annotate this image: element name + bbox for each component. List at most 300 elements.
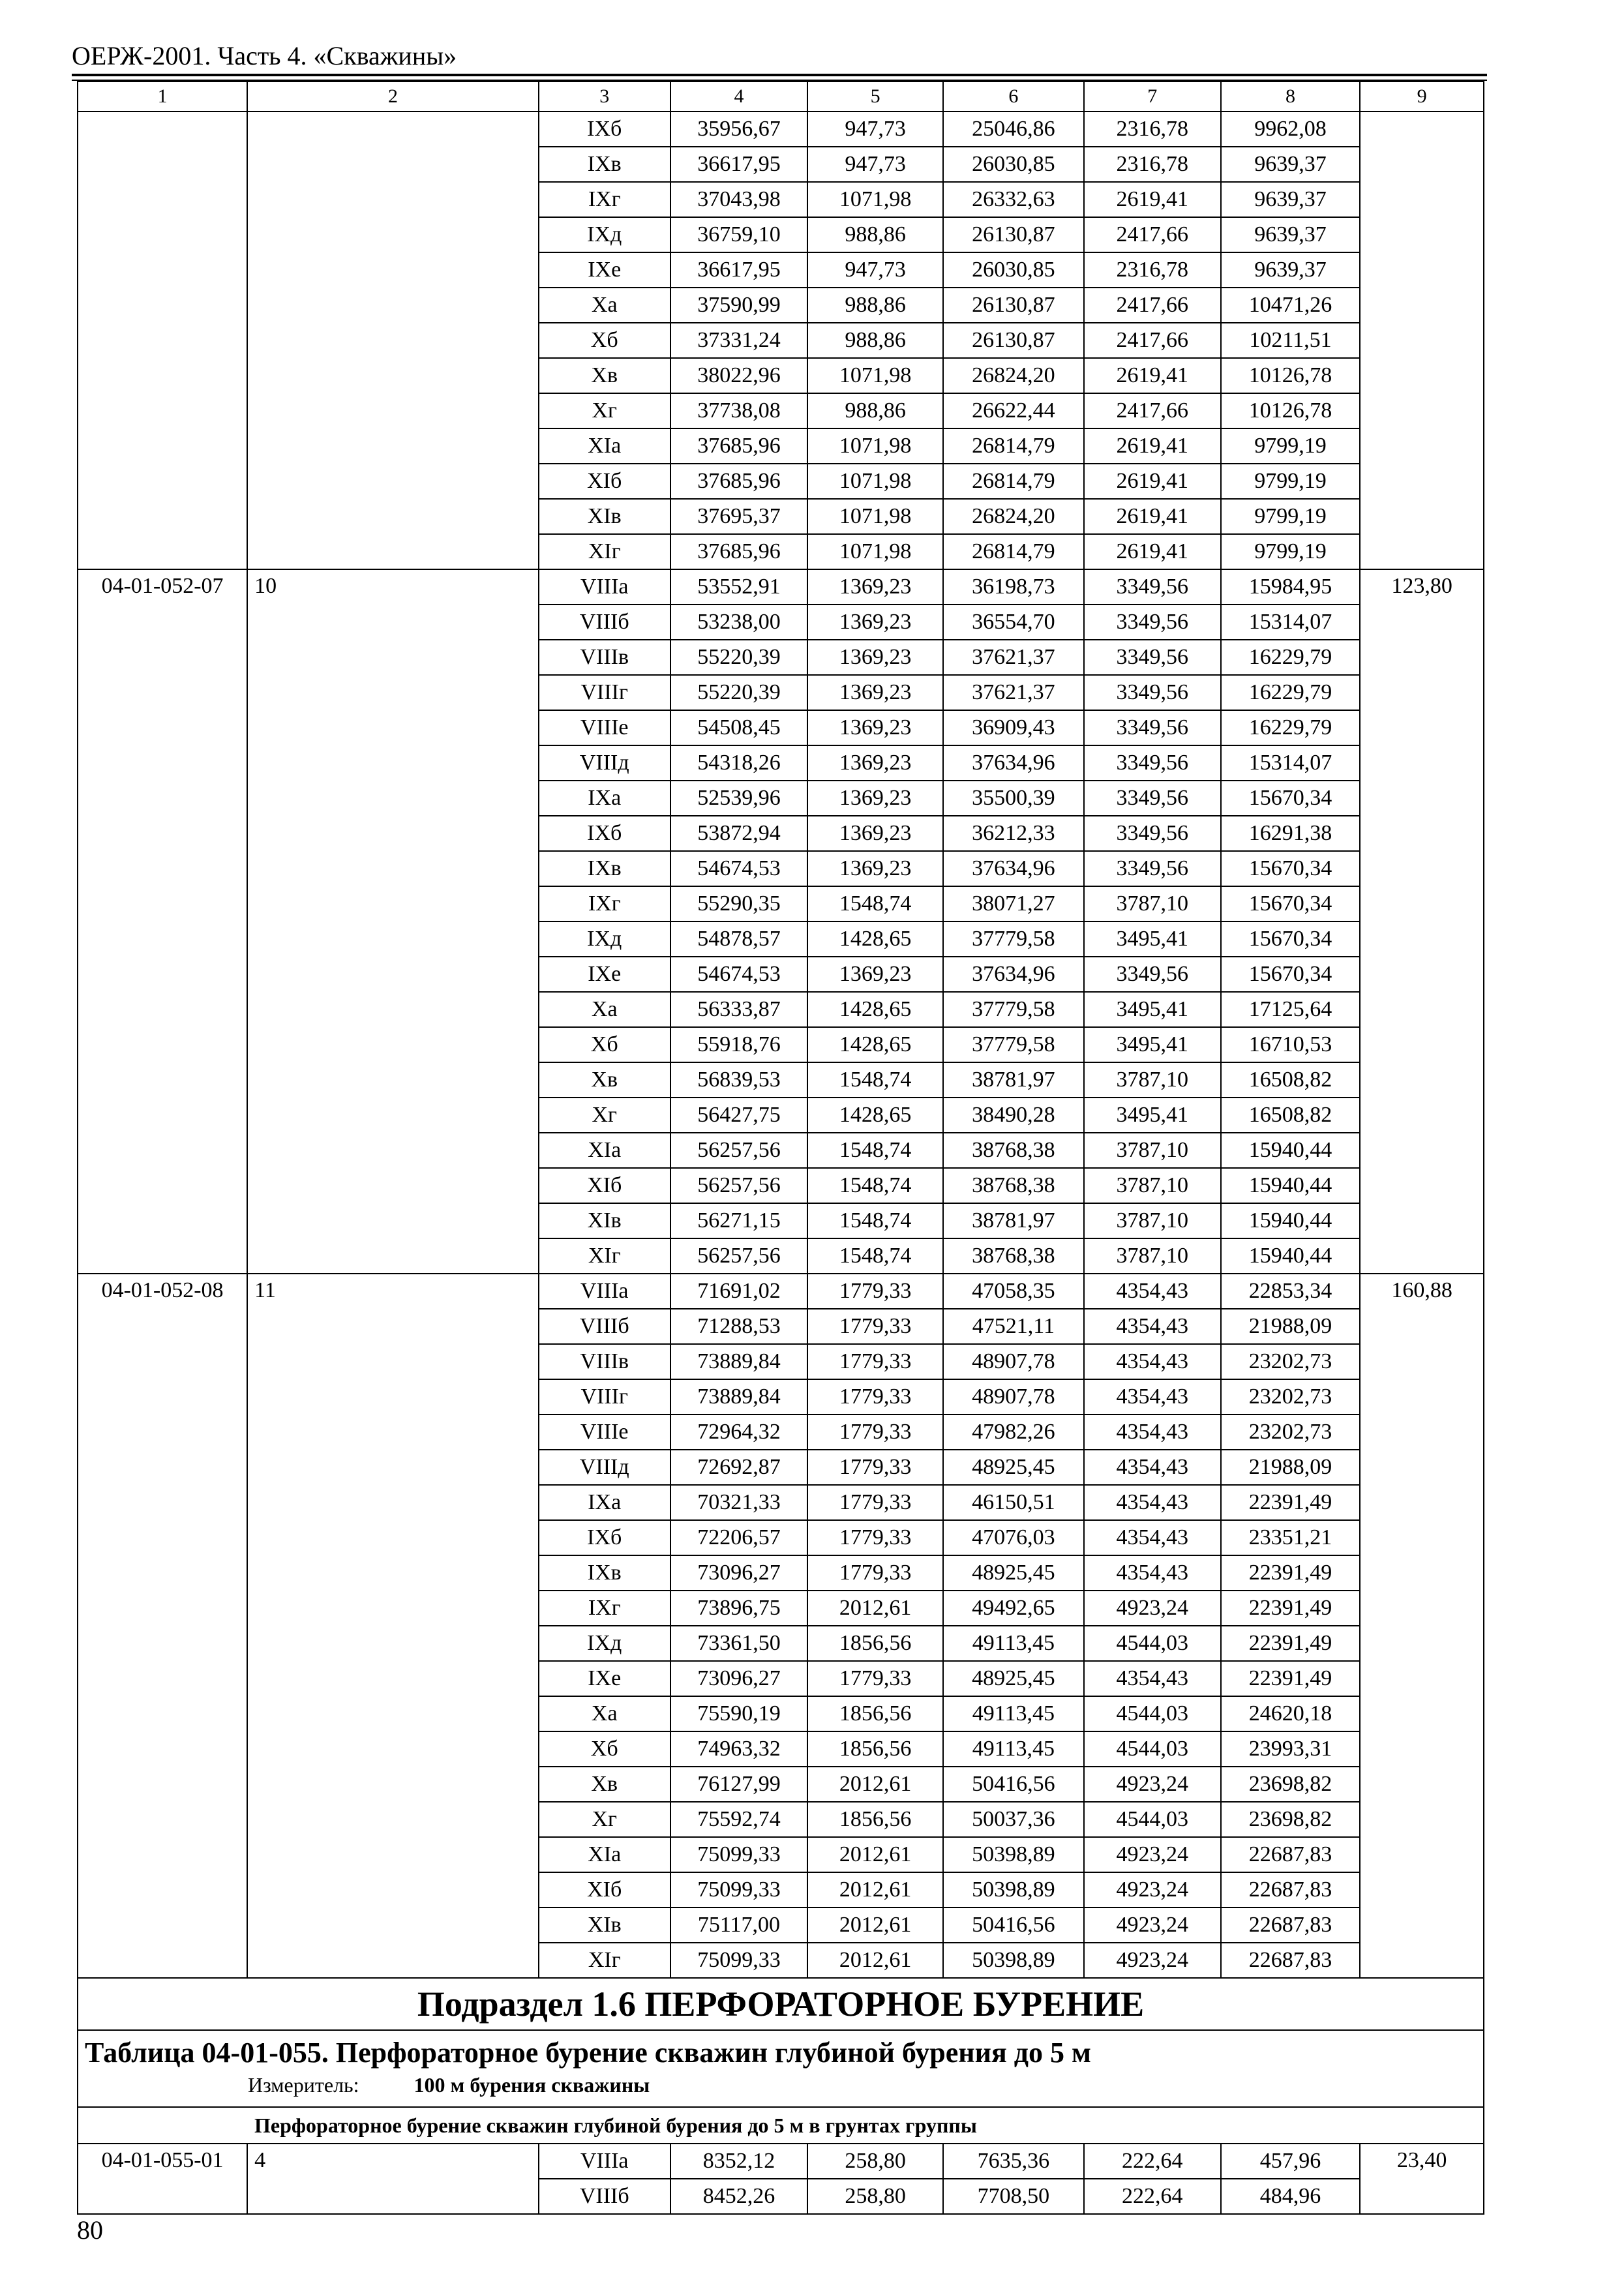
value-cell: 23202,73 bbox=[1221, 1414, 1361, 1450]
value-cell: 4923,24 bbox=[1084, 1908, 1221, 1943]
item-code bbox=[78, 112, 247, 569]
value-cell: 1369,23 bbox=[807, 745, 943, 781]
value-cell: 1548,74 bbox=[807, 886, 943, 921]
value-cell: 36198,73 bbox=[943, 569, 1084, 605]
value-cell: 38781,97 bbox=[943, 1062, 1084, 1098]
value-cell: 47076,03 bbox=[943, 1520, 1084, 1555]
value-cell: 16291,38 bbox=[1221, 816, 1361, 851]
value-cell: 1369,23 bbox=[807, 710, 943, 745]
column-number: 5 bbox=[807, 82, 943, 112]
value-cell: 37621,37 bbox=[943, 640, 1084, 675]
value-cell: 17125,64 bbox=[1221, 992, 1361, 1027]
value-cell: 2012,61 bbox=[807, 1943, 943, 1978]
value-cell: 4923,24 bbox=[1084, 1872, 1221, 1908]
value-cell: 22687,83 bbox=[1221, 1872, 1361, 1908]
value-cell: 35500,39 bbox=[943, 781, 1084, 816]
value-cell: 9639,37 bbox=[1221, 217, 1361, 252]
value-cell: 988,86 bbox=[807, 393, 943, 428]
value-cell: 26030,85 bbox=[943, 252, 1084, 288]
soil-group-cell: Xг bbox=[539, 1098, 670, 1133]
value-cell: 9799,19 bbox=[1221, 464, 1361, 499]
description-row bbox=[78, 2107, 1484, 2144]
value-cell: 48907,78 bbox=[943, 1344, 1084, 1379]
value-cell: 36617,95 bbox=[670, 147, 808, 182]
value-cell: 53238,00 bbox=[670, 605, 808, 640]
value-cell: 37738,08 bbox=[670, 393, 808, 428]
soil-group-cell: VIIIе bbox=[539, 1414, 670, 1450]
value-cell: 1369,23 bbox=[807, 816, 943, 851]
value-cell: 1071,98 bbox=[807, 534, 943, 569]
value-cell: 37779,58 bbox=[943, 1027, 1084, 1062]
value-cell: 15940,44 bbox=[1221, 1133, 1361, 1168]
value-cell: 3787,10 bbox=[1084, 1133, 1221, 1168]
meter-value: 100 м бурения скважины bbox=[414, 2073, 650, 2097]
soil-group-cell: IXб bbox=[539, 112, 670, 147]
value-cell: 37331,24 bbox=[670, 323, 808, 358]
value-cell: 1369,23 bbox=[807, 851, 943, 886]
value-cell: 1548,74 bbox=[807, 1133, 943, 1168]
value-cell: 49113,45 bbox=[943, 1696, 1084, 1731]
soil-group-cell: IXб bbox=[539, 1520, 670, 1555]
soil-group-cell: IXг bbox=[539, 182, 670, 217]
soil-group-cell: VIIIе bbox=[539, 710, 670, 745]
value-cell: 50416,56 bbox=[943, 1767, 1084, 1802]
value-cell: 1428,65 bbox=[807, 1098, 943, 1133]
value-cell: 73361,50 bbox=[670, 1626, 808, 1661]
value-cell: 947,73 bbox=[807, 112, 943, 147]
value-cell: 22853,34 bbox=[1221, 1274, 1361, 1309]
value-cell: 16229,79 bbox=[1221, 640, 1361, 675]
value-cell: 54674,53 bbox=[670, 851, 808, 886]
value-cell: 4923,24 bbox=[1084, 1837, 1221, 1872]
value-cell: 16229,79 bbox=[1221, 675, 1361, 710]
value-cell: 15940,44 bbox=[1221, 1203, 1361, 1238]
value-cell: 37685,96 bbox=[670, 534, 808, 569]
value-cell: 55918,76 bbox=[670, 1027, 808, 1062]
value-cell: 3787,10 bbox=[1084, 886, 1221, 921]
soil-group-cell: Xв bbox=[539, 1062, 670, 1098]
soil-group-cell: XIб bbox=[539, 464, 670, 499]
table-title-cell bbox=[78, 2030, 1484, 2107]
value-cell: 4354,43 bbox=[1084, 1555, 1221, 1591]
value-cell: 73896,75 bbox=[670, 1591, 808, 1626]
value-cell: 2012,61 bbox=[807, 1767, 943, 1802]
value-cell: 56427,75 bbox=[670, 1098, 808, 1133]
value-cell: 4923,24 bbox=[1084, 1767, 1221, 1802]
value-cell: 50037,36 bbox=[943, 1802, 1084, 1837]
soil-group-cell: VIIIб bbox=[539, 605, 670, 640]
value-cell: 23993,31 bbox=[1221, 1731, 1361, 1767]
value-cell: 73096,27 bbox=[670, 1555, 808, 1591]
value-cell: 55220,39 bbox=[670, 675, 808, 710]
value-cell: 4544,03 bbox=[1084, 1696, 1221, 1731]
value-cell: 9639,37 bbox=[1221, 252, 1361, 288]
value-cell: 1856,56 bbox=[807, 1731, 943, 1767]
value-cell: 4354,43 bbox=[1084, 1450, 1221, 1485]
value-cell: 3349,56 bbox=[1084, 851, 1221, 886]
item-code: 04-01-052-08 bbox=[78, 1274, 247, 1978]
section-title: Подраздел 1.6 ПЕРФОРАТОРНОЕ БУРЕНИЕ bbox=[78, 1978, 1484, 2030]
value-cell: 22391,49 bbox=[1221, 1485, 1361, 1520]
soil-group-cell: Xб bbox=[539, 1731, 670, 1767]
soil-group-cell: IXд bbox=[539, 217, 670, 252]
soil-group-cell: VIIIд bbox=[539, 745, 670, 781]
soil-group-cell: VIIIа bbox=[539, 1274, 670, 1309]
value-cell: 26814,79 bbox=[943, 464, 1084, 499]
value-cell: 36617,95 bbox=[670, 252, 808, 288]
soil-group-cell: VIIIа bbox=[539, 569, 670, 605]
soil-group-cell: IXб bbox=[539, 816, 670, 851]
value-cell: 38768,38 bbox=[943, 1238, 1084, 1274]
value-cell: 1428,65 bbox=[807, 921, 943, 957]
value-cell: 47058,35 bbox=[943, 1274, 1084, 1309]
value-cell: 1779,33 bbox=[807, 1414, 943, 1450]
value-cell: 56839,53 bbox=[670, 1062, 808, 1098]
soil-group-cell: VIIIв bbox=[539, 640, 670, 675]
value-cell: 947,73 bbox=[807, 252, 943, 288]
value-cell: 22391,49 bbox=[1221, 1626, 1361, 1661]
value-cell: 10471,26 bbox=[1221, 288, 1361, 323]
value-cell: 50416,56 bbox=[943, 1908, 1084, 1943]
soil-group-cell: XIг bbox=[539, 534, 670, 569]
value-cell: 9799,19 bbox=[1221, 499, 1361, 534]
value-cell: 73889,84 bbox=[670, 1379, 808, 1414]
value-cell: 4354,43 bbox=[1084, 1379, 1221, 1414]
value-cell: 1071,98 bbox=[807, 182, 943, 217]
soil-group-cell: VIIIг bbox=[539, 1379, 670, 1414]
value-cell: 16229,79 bbox=[1221, 710, 1361, 745]
soil-group-cell: Xв bbox=[539, 358, 670, 393]
soil-group-cell: Xг bbox=[539, 393, 670, 428]
value-cell: 3349,56 bbox=[1084, 957, 1221, 992]
value-cell: 3349,56 bbox=[1084, 816, 1221, 851]
value-cell: 37685,96 bbox=[670, 428, 808, 464]
value-cell: 1779,33 bbox=[807, 1485, 943, 1520]
value-cell: 1548,74 bbox=[807, 1238, 943, 1274]
value-cell: 21988,09 bbox=[1221, 1309, 1361, 1344]
value-cell: 37685,96 bbox=[670, 464, 808, 499]
value-cell: 37695,37 bbox=[670, 499, 808, 534]
value-cell: 15670,34 bbox=[1221, 886, 1361, 921]
value-cell: 38071,27 bbox=[943, 886, 1084, 921]
value-cell: 48907,78 bbox=[943, 1379, 1084, 1414]
value-cell: 7708,50 bbox=[943, 2179, 1084, 2214]
document-header-title: ОЕРЖ-2001. Часть 4. «Скважины» bbox=[72, 41, 457, 70]
value-cell: 2619,41 bbox=[1084, 534, 1221, 569]
value-cell: 53872,94 bbox=[670, 816, 808, 851]
table-title: Таблица 04-01-055. Перфораторное бурение скважин глубиной бурения до 5 м bbox=[85, 2037, 1092, 2069]
value-cell: 2417,66 bbox=[1084, 393, 1221, 428]
meter-line bbox=[85, 2070, 1483, 2100]
table-body-bottom bbox=[78, 2144, 1484, 2214]
value-cell: 3495,41 bbox=[1084, 1098, 1221, 1133]
soil-group-cell: IXа bbox=[539, 781, 670, 816]
value-cell: 37590,99 bbox=[670, 288, 808, 323]
value-cell: 37043,98 bbox=[670, 182, 808, 217]
value-cell: 2619,41 bbox=[1084, 182, 1221, 217]
table-title-row bbox=[78, 2030, 1484, 2107]
value-cell: 8452,26 bbox=[670, 2179, 808, 2214]
value-cell: 8352,12 bbox=[670, 2144, 808, 2179]
soil-group-cell: IXе bbox=[539, 1661, 670, 1696]
soil-group-cell: XIг bbox=[539, 1238, 670, 1274]
soil-group-cell: IXг bbox=[539, 886, 670, 921]
soil-group-cell: VIIIб bbox=[539, 1309, 670, 1344]
value-cell: 457,96 bbox=[1221, 2144, 1361, 2179]
value-cell: 25046,86 bbox=[943, 112, 1084, 147]
value-cell: 3495,41 bbox=[1084, 921, 1221, 957]
value-cell: 23698,82 bbox=[1221, 1767, 1361, 1802]
value-cell: 988,86 bbox=[807, 323, 943, 358]
value-cell: 26824,20 bbox=[943, 499, 1084, 534]
value-cell: 38768,38 bbox=[943, 1168, 1084, 1203]
value-cell: 15670,34 bbox=[1221, 957, 1361, 992]
column-number: 8 bbox=[1221, 82, 1361, 112]
value-cell: 49113,45 bbox=[943, 1626, 1084, 1661]
soil-group-cell: XIв bbox=[539, 1203, 670, 1238]
soil-group-cell: IXв bbox=[539, 851, 670, 886]
value-cell: 56257,56 bbox=[670, 1238, 808, 1274]
value-cell: 258,80 bbox=[807, 2179, 943, 2214]
value-cell: 3349,56 bbox=[1084, 675, 1221, 710]
value-cell: 23202,73 bbox=[1221, 1344, 1361, 1379]
table-row bbox=[78, 1274, 1484, 1309]
soil-group-cell: VIIIа bbox=[539, 2144, 670, 2179]
value-cell: 2012,61 bbox=[807, 1591, 943, 1626]
value-cell: 36554,70 bbox=[943, 605, 1084, 640]
value-cell: 258,80 bbox=[807, 2144, 943, 2179]
value-cell: 50398,89 bbox=[943, 1943, 1084, 1978]
value-cell: 1369,23 bbox=[807, 605, 943, 640]
value-cell: 15984,95 bbox=[1221, 569, 1361, 605]
value-cell: 15314,07 bbox=[1221, 605, 1361, 640]
value-cell: 3349,56 bbox=[1084, 640, 1221, 675]
item-col2 bbox=[247, 112, 539, 569]
value-cell: 15670,34 bbox=[1221, 921, 1361, 957]
value-cell: 1779,33 bbox=[807, 1450, 943, 1485]
value-cell: 23698,82 bbox=[1221, 1802, 1361, 1837]
soil-group-cell: IXа bbox=[539, 1485, 670, 1520]
item-code: 04-01-052-07 bbox=[78, 569, 247, 1274]
value-cell: 1369,23 bbox=[807, 675, 943, 710]
value-cell: 10126,78 bbox=[1221, 393, 1361, 428]
value-cell: 36909,43 bbox=[943, 710, 1084, 745]
value-cell: 75592,74 bbox=[670, 1802, 808, 1837]
value-cell: 2619,41 bbox=[1084, 428, 1221, 464]
column-number: 7 bbox=[1084, 82, 1221, 112]
soil-group-cell: Xб bbox=[539, 1027, 670, 1062]
value-cell: 71288,53 bbox=[670, 1309, 808, 1344]
value-cell: 484,96 bbox=[1221, 2179, 1361, 2214]
soil-group-cell: IXг bbox=[539, 1591, 670, 1626]
value-cell: 26030,85 bbox=[943, 147, 1084, 182]
value-cell: 49492,65 bbox=[943, 1591, 1084, 1626]
value-cell: 1071,98 bbox=[807, 358, 943, 393]
table-row bbox=[78, 2144, 1484, 2179]
column-number: 1 bbox=[78, 82, 247, 112]
value-cell: 4354,43 bbox=[1084, 1274, 1221, 1309]
value-cell: 56271,15 bbox=[670, 1203, 808, 1238]
table-row bbox=[78, 569, 1484, 605]
value-cell: 15940,44 bbox=[1221, 1168, 1361, 1203]
column-number: 4 bbox=[670, 82, 808, 112]
value-cell: 26332,63 bbox=[943, 182, 1084, 217]
value-cell: 23202,73 bbox=[1221, 1379, 1361, 1414]
soil-group-cell: Xб bbox=[539, 323, 670, 358]
value-cell: 1369,23 bbox=[807, 957, 943, 992]
value-cell: 2012,61 bbox=[807, 1908, 943, 1943]
value-cell: 53552,91 bbox=[670, 569, 808, 605]
soil-group-cell: Xг bbox=[539, 1802, 670, 1837]
soil-group-cell: IXд bbox=[539, 921, 670, 957]
value-cell: 1428,65 bbox=[807, 992, 943, 1027]
item-col2: 10 bbox=[247, 569, 539, 1274]
value-cell: 4354,43 bbox=[1084, 1309, 1221, 1344]
value-cell: 55220,39 bbox=[670, 640, 808, 675]
value-cell: 74963,32 bbox=[670, 1731, 808, 1767]
value-cell: 36212,33 bbox=[943, 816, 1084, 851]
value-cell: 26824,20 bbox=[943, 358, 1084, 393]
table-description: Перфораторное бурение скважин глубиной бурения до 5 м в грунтах группы bbox=[78, 2107, 1484, 2144]
value-cell: 1071,98 bbox=[807, 499, 943, 534]
value-cell: 22391,49 bbox=[1221, 1661, 1361, 1696]
value-cell: 16508,82 bbox=[1221, 1062, 1361, 1098]
value-cell: 1856,56 bbox=[807, 1626, 943, 1661]
value-cell: 2316,78 bbox=[1084, 252, 1221, 288]
value-cell: 9639,37 bbox=[1221, 182, 1361, 217]
value-cell: 2619,41 bbox=[1084, 358, 1221, 393]
value-cell: 37634,96 bbox=[943, 851, 1084, 886]
value-cell: 1548,74 bbox=[807, 1168, 943, 1203]
item-col9: 123,80 bbox=[1360, 569, 1484, 1274]
value-cell: 22687,83 bbox=[1221, 1908, 1361, 1943]
value-cell: 37634,96 bbox=[943, 957, 1084, 992]
value-cell: 72964,32 bbox=[670, 1414, 808, 1450]
value-cell: 48925,45 bbox=[943, 1661, 1084, 1696]
value-cell: 222,64 bbox=[1084, 2179, 1221, 2214]
value-cell: 75099,33 bbox=[670, 1837, 808, 1872]
header-rule-thick bbox=[72, 74, 1487, 76]
value-cell: 3495,41 bbox=[1084, 1027, 1221, 1062]
value-cell: 52539,96 bbox=[670, 781, 808, 816]
value-cell: 26130,87 bbox=[943, 217, 1084, 252]
soil-group-cell: VIIIг bbox=[539, 675, 670, 710]
soil-group-cell: XIа bbox=[539, 1133, 670, 1168]
value-cell: 4354,43 bbox=[1084, 1344, 1221, 1379]
value-cell: 3349,56 bbox=[1084, 569, 1221, 605]
value-cell: 1071,98 bbox=[807, 428, 943, 464]
value-cell: 15940,44 bbox=[1221, 1238, 1361, 1274]
item-col2: 11 bbox=[247, 1274, 539, 1978]
value-cell: 75099,33 bbox=[670, 1872, 808, 1908]
soil-group-cell: XIа bbox=[539, 1837, 670, 1872]
value-cell: 4923,24 bbox=[1084, 1591, 1221, 1626]
value-cell: 56333,87 bbox=[670, 992, 808, 1027]
value-cell: 26130,87 bbox=[943, 288, 1084, 323]
value-cell: 56257,56 bbox=[670, 1168, 808, 1203]
value-cell: 1428,65 bbox=[807, 1027, 943, 1062]
soil-group-cell: XIв bbox=[539, 1908, 670, 1943]
value-cell: 37634,96 bbox=[943, 745, 1084, 781]
value-cell: 49113,45 bbox=[943, 1731, 1084, 1767]
value-cell: 1779,33 bbox=[807, 1379, 943, 1414]
value-cell: 54878,57 bbox=[670, 921, 808, 957]
value-cell: 16508,82 bbox=[1221, 1098, 1361, 1133]
value-cell: 55290,35 bbox=[670, 886, 808, 921]
soil-group-cell: VIIIб bbox=[539, 2179, 670, 2214]
soil-group-cell: Xа bbox=[539, 1696, 670, 1731]
value-cell: 1548,74 bbox=[807, 1062, 943, 1098]
value-cell: 1369,23 bbox=[807, 640, 943, 675]
soil-group-cell: XIа bbox=[539, 428, 670, 464]
value-cell: 48925,45 bbox=[943, 1450, 1084, 1485]
value-cell: 3787,10 bbox=[1084, 1238, 1221, 1274]
soil-group-cell: XIб bbox=[539, 1168, 670, 1203]
value-cell: 2619,41 bbox=[1084, 464, 1221, 499]
value-cell: 1856,56 bbox=[807, 1696, 943, 1731]
soil-group-cell: VIIIд bbox=[539, 1450, 670, 1485]
soil-group-cell: IXд bbox=[539, 1626, 670, 1661]
value-cell: 3787,10 bbox=[1084, 1168, 1221, 1203]
soil-group-cell: Xа bbox=[539, 992, 670, 1027]
value-cell: 71691,02 bbox=[670, 1274, 808, 1309]
value-cell: 988,86 bbox=[807, 217, 943, 252]
soil-group-cell: IXв bbox=[539, 147, 670, 182]
value-cell: 37621,37 bbox=[943, 675, 1084, 710]
value-cell: 54508,45 bbox=[670, 710, 808, 745]
value-cell: 1369,23 bbox=[807, 569, 943, 605]
value-cell: 4354,43 bbox=[1084, 1414, 1221, 1450]
value-cell: 15314,07 bbox=[1221, 745, 1361, 781]
value-cell: 35956,67 bbox=[670, 112, 808, 147]
value-cell: 1779,33 bbox=[807, 1520, 943, 1555]
table-body-top bbox=[78, 82, 1484, 1978]
value-cell: 2012,61 bbox=[807, 1837, 943, 1872]
value-cell: 947,73 bbox=[807, 147, 943, 182]
value-cell: 22391,49 bbox=[1221, 1555, 1361, 1591]
value-cell: 222,64 bbox=[1084, 2144, 1221, 2179]
section-block bbox=[78, 1978, 1484, 2144]
soil-group-cell: XIг bbox=[539, 1943, 670, 1978]
value-cell: 1779,33 bbox=[807, 1344, 943, 1379]
value-cell: 73096,27 bbox=[670, 1661, 808, 1696]
value-cell: 22391,49 bbox=[1221, 1591, 1361, 1626]
value-cell: 37779,58 bbox=[943, 921, 1084, 957]
value-cell: 75590,19 bbox=[670, 1696, 808, 1731]
column-number: 9 bbox=[1360, 82, 1484, 112]
value-cell: 16710,53 bbox=[1221, 1027, 1361, 1062]
value-cell: 72692,87 bbox=[670, 1450, 808, 1485]
price-table bbox=[77, 81, 1484, 2215]
meter-label: Измеритель: bbox=[248, 2073, 359, 2097]
soil-group-cell: IXе bbox=[539, 252, 670, 288]
value-cell: 1779,33 bbox=[807, 1309, 943, 1344]
value-cell: 15670,34 bbox=[1221, 851, 1361, 886]
value-cell: 1548,74 bbox=[807, 1203, 943, 1238]
value-cell: 73889,84 bbox=[670, 1344, 808, 1379]
value-cell: 2012,61 bbox=[807, 1872, 943, 1908]
table-row bbox=[78, 112, 1484, 147]
item-col9: 160,88 bbox=[1360, 1274, 1484, 1978]
value-cell: 26622,44 bbox=[943, 393, 1084, 428]
soil-group-cell: VIIIв bbox=[539, 1344, 670, 1379]
value-cell: 3495,41 bbox=[1084, 992, 1221, 1027]
value-cell: 3349,56 bbox=[1084, 781, 1221, 816]
value-cell: 1369,23 bbox=[807, 781, 943, 816]
value-cell: 4354,43 bbox=[1084, 1520, 1221, 1555]
value-cell: 50398,89 bbox=[943, 1872, 1084, 1908]
value-cell: 1779,33 bbox=[807, 1555, 943, 1591]
